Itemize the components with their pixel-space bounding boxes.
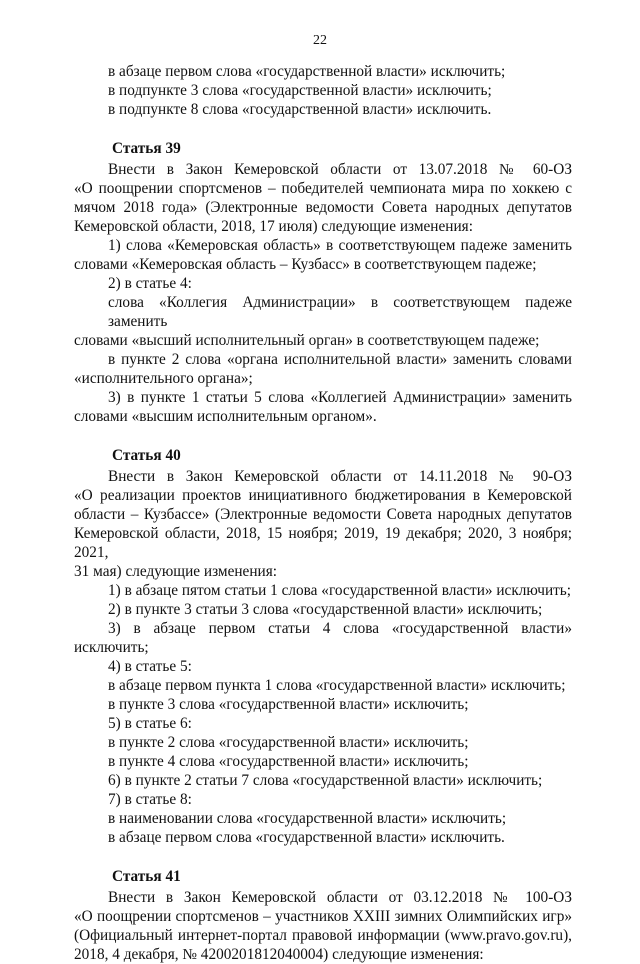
text-line: в абзаце первом пункта 1 слова «государственной власти» исключить;: [108, 677, 566, 694]
article-39: [74, 139, 572, 426]
page-number: 22: [313, 33, 327, 48]
text-line: в подпункте 8 слова «государственной власти» исключить.: [108, 101, 492, 118]
text-line: области – Кузбассе» (Электронные ведомости Совета народных депутатов: [74, 506, 572, 523]
text-line: исключить;: [74, 639, 149, 656]
text-line: в наименовании слова «государственной власти» исключить;: [108, 810, 507, 827]
text-line: Внести в Закон Кемеровской области от 14.11.2018 № 90-ОЗ: [108, 468, 572, 485]
text-line: Внести в Закон Кемеровской области от 03.12.2018 № 100-ОЗ: [108, 889, 572, 906]
text-line: Внести в Закон Кемеровской области от 13.07.2018 № 60-ОЗ: [108, 161, 572, 178]
text-line: 2) в пункте 3 статьи 3 слова «государственной власти» исключить;: [108, 601, 543, 618]
text-line: «О поощрении спортсменов – победителей чемпионата мира по хоккею с: [74, 180, 572, 197]
text-line: «О реализации проектов инициативного бюджетирования в Кемеровской: [74, 487, 572, 504]
text-line: Кемеровской области, 2018, 15 ноября; 2019, 19 декабря; 2020, 3 ноября; 2021,: [74, 525, 572, 561]
document-body: [74, 62, 572, 964]
intro-block: [74, 62, 572, 119]
text-line: «исполнительного органа»;: [74, 370, 253, 387]
text-line: «О поощрении спортсменов – участников XXIII зимних Олимпийских игр»: [74, 908, 572, 925]
article-40: [74, 446, 572, 847]
text-line: в абзаце первом слова «государственной власти» исключить.: [108, 829, 505, 846]
text-line: в пункте 2 слова «органа исполнительной власти» заменить словами: [108, 351, 572, 368]
article-41: [74, 867, 572, 964]
text-line: словами «высшим исполнительным органом».: [74, 408, 377, 425]
text-line: 7) в статье 8:: [108, 791, 192, 808]
text-line: 2) в статье 4:: [108, 275, 192, 292]
text-line: в пункте 4 слова «государственной власти» исключить;: [108, 753, 469, 770]
text-line: в пункте 2 слова «государственной власти» исключить;: [108, 734, 469, 751]
text-line: Кемеровской области, 2018, 17 июля) следующие изменения:: [74, 218, 473, 235]
text-line: в пункте 3 слова «государственной власти» исключить;: [108, 696, 469, 713]
text-line: мячом 2018 года» (Электронные ведомости Совета народных депутатов: [74, 199, 572, 216]
article-heading: Статья 41: [112, 868, 181, 885]
text-line: 2018, 4 декабря, № 4200201812040004) следующие изменения:: [74, 946, 484, 963]
text-line: словами «Кемеровская область – Кузбасс» в соответствующем падеже;: [74, 256, 537, 273]
text-line: 3) в пункте 1 статьи 5 слова «Коллегией Администрации» заменить: [108, 389, 572, 406]
article-heading: Статья 40: [112, 447, 181, 464]
article-heading: Статья 39: [112, 140, 181, 157]
text-line: в абзаце первом слова «государственной власти» исключить;: [108, 63, 506, 80]
text-line: словами «высший исполнительный орган» в соответствующем падеже;: [74, 332, 540, 349]
text-line: (Официальный интернет-портал правовой информации (www.pravo.gov.ru),: [74, 927, 572, 944]
text-line: 6) в пункте 2 статьи 7 слова «государственной власти» исключить;: [108, 772, 543, 789]
text-line: 3) в абзаце первом статьи 4 слова «государственной власти»: [108, 620, 572, 637]
text-line: 31 мая) следующие изменения:: [74, 563, 278, 580]
text-line: 1) в абзаце пятом статьи 1 слова «государственной власти» исключить;: [108, 582, 572, 599]
text-line: слова «Коллегия Администрации» в соответствующем падеже заменить: [108, 294, 572, 330]
text-line: 5) в статье 6:: [108, 715, 192, 732]
text-line: в подпункте 3 слова «государственной власти» исключить;: [108, 82, 492, 99]
text-line: 1) слова «Кемеровская область» в соответствующем падеже заменить: [108, 237, 572, 254]
text-line: 4) в статье 5:: [108, 658, 192, 675]
